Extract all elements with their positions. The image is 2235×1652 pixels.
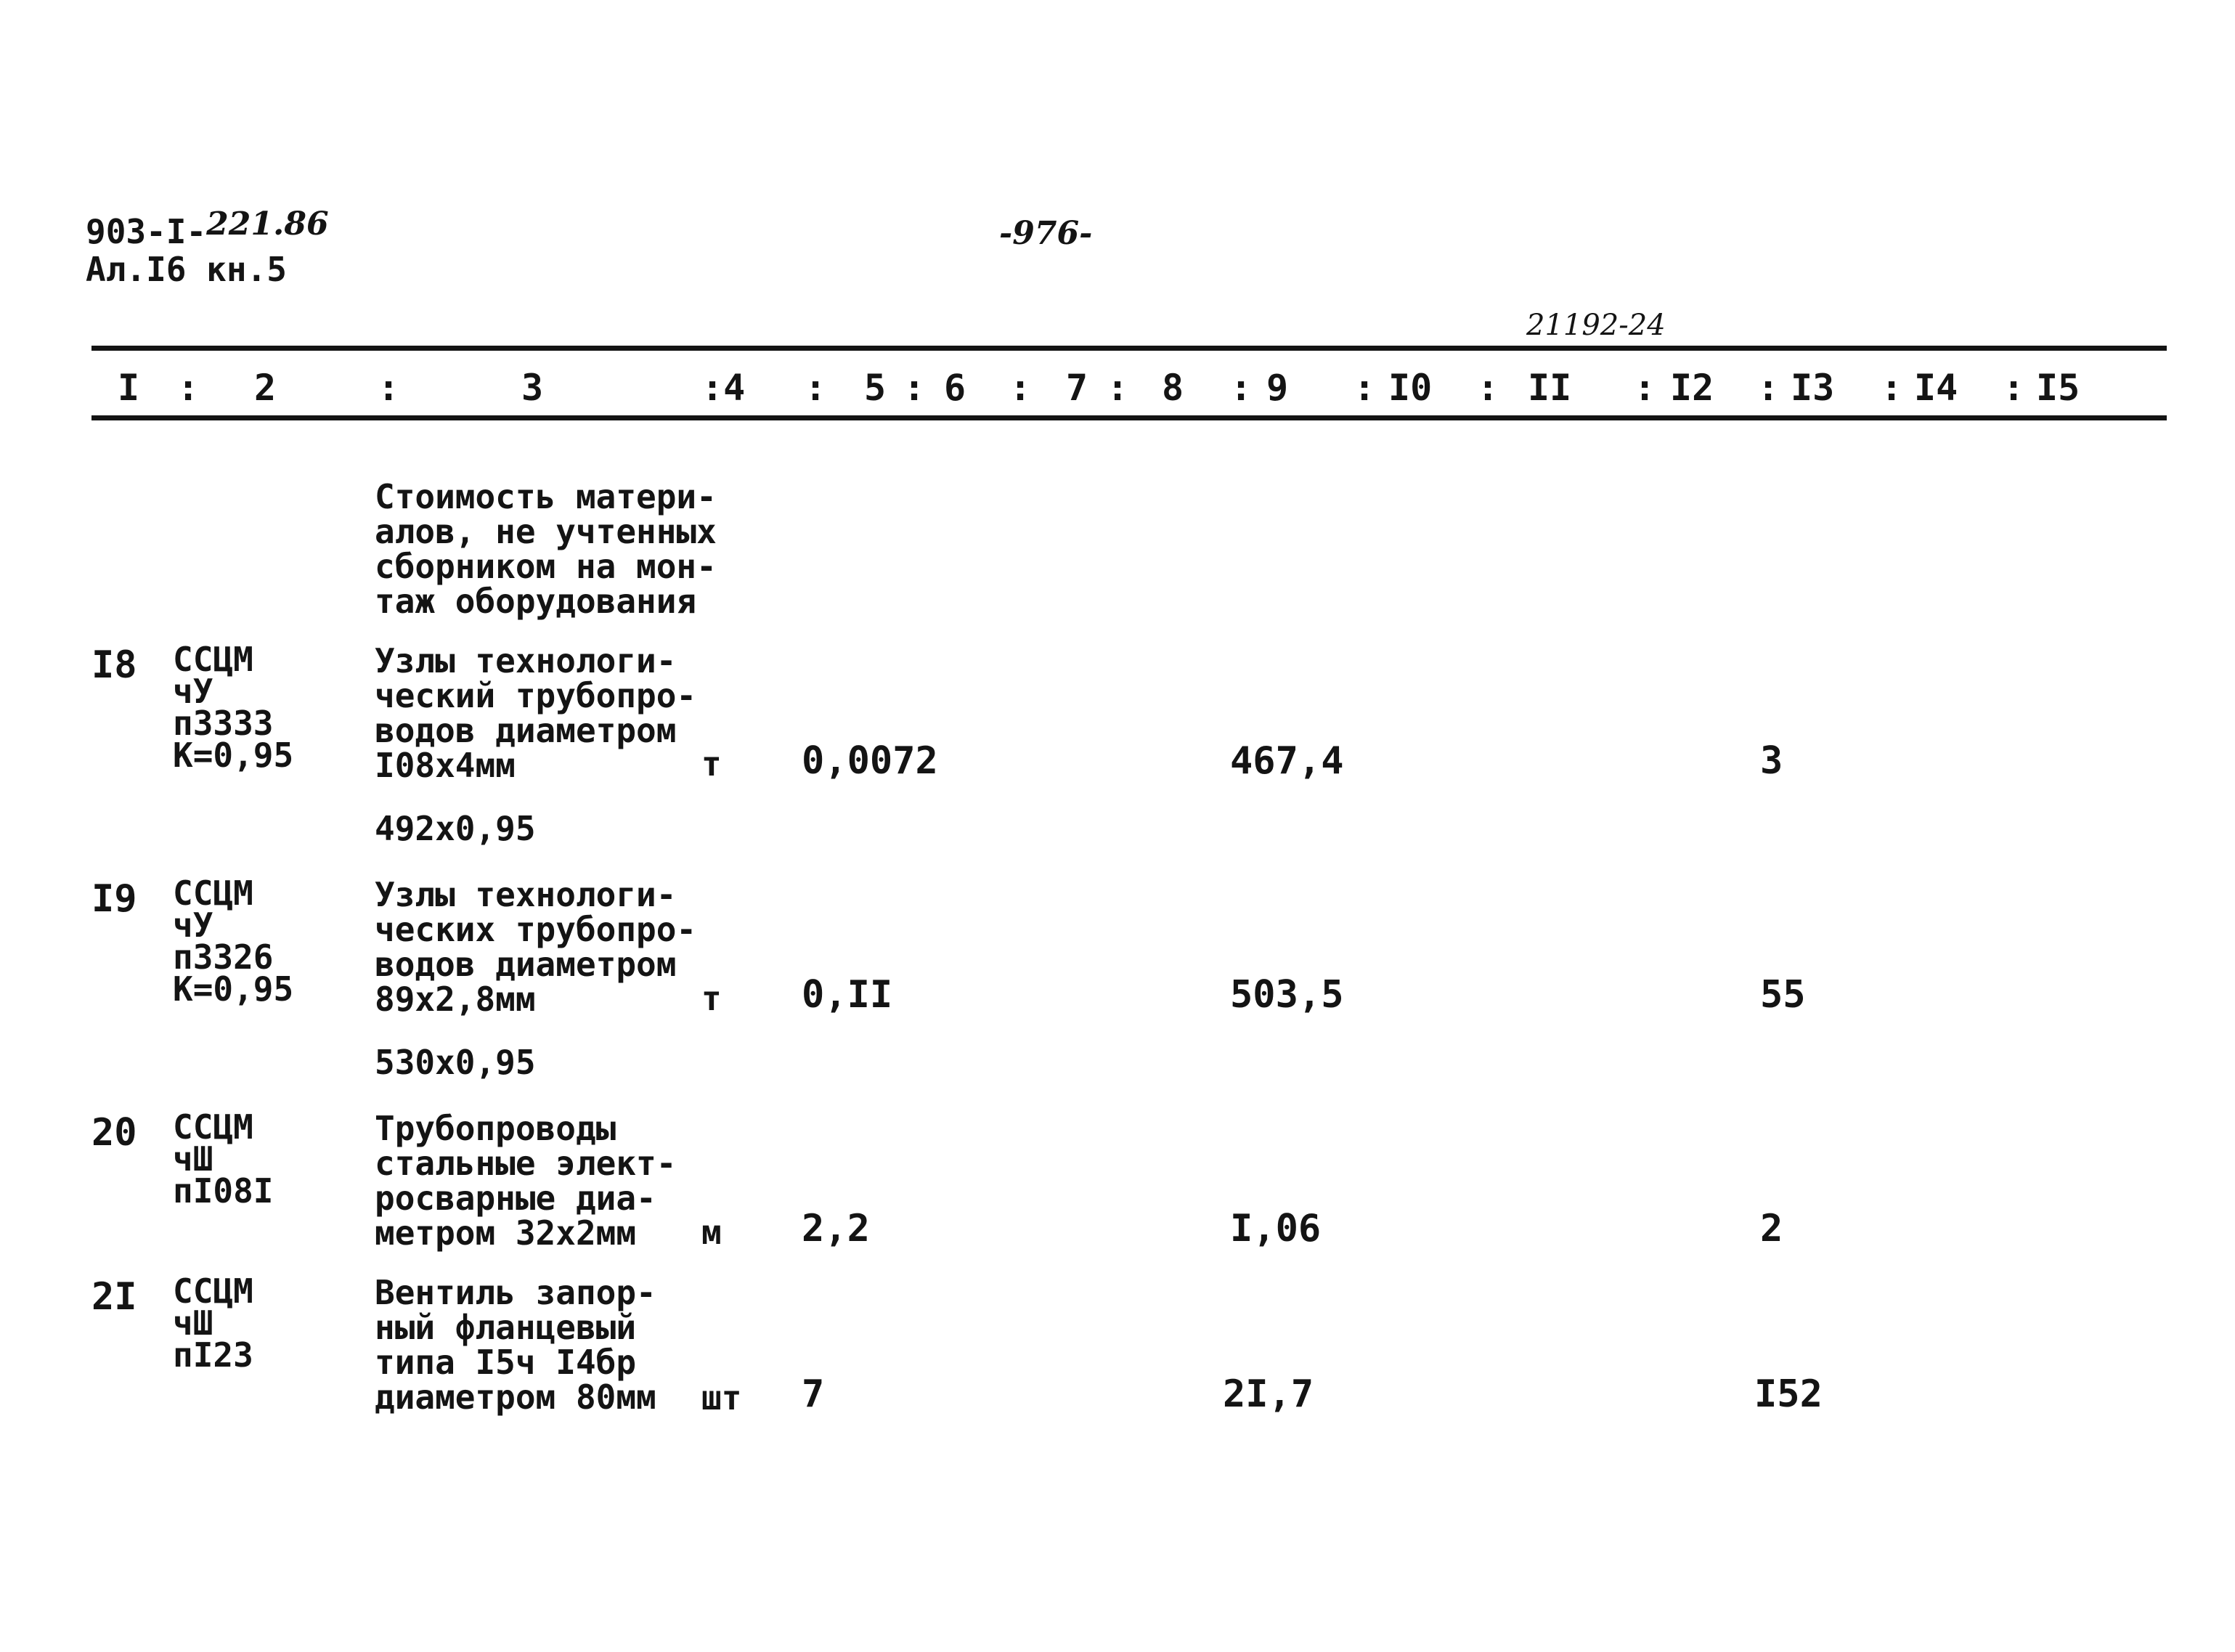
row-number: 2I	[91, 1275, 137, 1319]
row-price: I,06	[1230, 1207, 1322, 1250]
row-name: Трубопроводы стальные элект- росварные диа- метром 32х2мм	[375, 1109, 677, 1253]
col-header-10: I0	[1388, 367, 1433, 409]
row-quantity: 0,II	[802, 973, 893, 1017]
col-header-4: :4	[701, 367, 746, 409]
row-calc: 492х0,95	[375, 809, 536, 848]
col-separator: :	[1230, 367, 1253, 409]
row-number: 20	[91, 1111, 137, 1155]
col-header-13: I3	[1791, 367, 1835, 409]
col-header-5: 5	[864, 367, 887, 409]
row-total: I52	[1754, 1372, 1823, 1416]
row-code: ССЦМ чШ пI23	[173, 1271, 253, 1375]
col-header-11: II	[1528, 367, 1572, 409]
col-separator: :	[1757, 367, 1780, 409]
row-price: 2I,7	[1223, 1372, 1314, 1416]
section-title: Стоимость матери- алов, не учтенных сборником на мон- таж оборудования	[375, 477, 717, 621]
col-separator: :	[903, 367, 926, 409]
col-separator: :	[1353, 367, 1376, 409]
col-header-7: 7	[1066, 367, 1088, 409]
row-unit: шт	[701, 1378, 742, 1417]
row-quantity: 2,2	[802, 1207, 870, 1250]
col-header-15: I5	[2036, 367, 2080, 409]
col-separator: :	[2003, 367, 2025, 409]
page-number: -976-	[999, 215, 1093, 252]
row-calc: 530х0,95	[375, 1043, 536, 1082]
row-quantity: 0,0072	[802, 739, 938, 783]
col-header-14: I4	[1914, 367, 1958, 409]
row-number: I8	[91, 643, 137, 687]
row-number: I9	[91, 877, 137, 921]
header-rule-top	[91, 346, 2167, 351]
album-line: Ал.I6 кн.5	[86, 250, 287, 289]
header-rule-bottom	[91, 415, 2167, 420]
col-separator: :	[378, 367, 400, 409]
row-unit: т	[701, 744, 722, 784]
col-separator: :	[1477, 367, 1499, 409]
row-price: 467,4	[1230, 739, 1344, 783]
col-header-8: 8	[1162, 367, 1184, 409]
col-header-12: I2	[1670, 367, 1714, 409]
col-header-2: 2	[254, 367, 277, 409]
col-separator: :	[1634, 367, 1656, 409]
col-separator: :	[1107, 367, 1129, 409]
row-code: ССЦМ чУ п3326 К=0,95	[173, 874, 294, 1009]
col-separator: :	[177, 367, 200, 409]
row-code: ССЦМ чУ п3333 К=0,95	[173, 640, 294, 775]
col-header-9: 9	[1266, 367, 1289, 409]
doc-code	[86, 206, 329, 251]
row-quantity: 7	[802, 1372, 825, 1416]
doc-code-handwritten: 221.86	[206, 206, 329, 243]
row-name: Узлы технологи- ческих трубопро- водов диаметром 89х2,8мм	[375, 875, 697, 1019]
col-separator: :	[805, 367, 827, 409]
row-total: 55	[1760, 973, 1806, 1017]
col-header-6: 6	[944, 367, 966, 409]
row-total: 3	[1760, 739, 1783, 783]
row-code: ССЦМ чШ пI08I	[173, 1107, 274, 1210]
handwritten-reference: 21192-24	[1526, 309, 1666, 342]
col-header-3: 3	[521, 367, 544, 409]
row-price: 503,5	[1230, 973, 1344, 1017]
row-name: Вентиль запор- ный фланцевый типа I5ч I4бр диаметром 80мм	[375, 1273, 656, 1417]
col-header-1: I	[118, 367, 140, 409]
row-unit: м	[701, 1213, 722, 1252]
col-separator: :	[1009, 367, 1032, 409]
row-total: 2	[1760, 1207, 1783, 1250]
row-unit: т	[701, 979, 722, 1018]
row-name: Узлы технологи- ческий трубопро- водов диаметром I08х4мм	[375, 641, 697, 785]
doc-code-printed: 903-I-	[86, 212, 207, 251]
col-separator: :	[1881, 367, 1903, 409]
